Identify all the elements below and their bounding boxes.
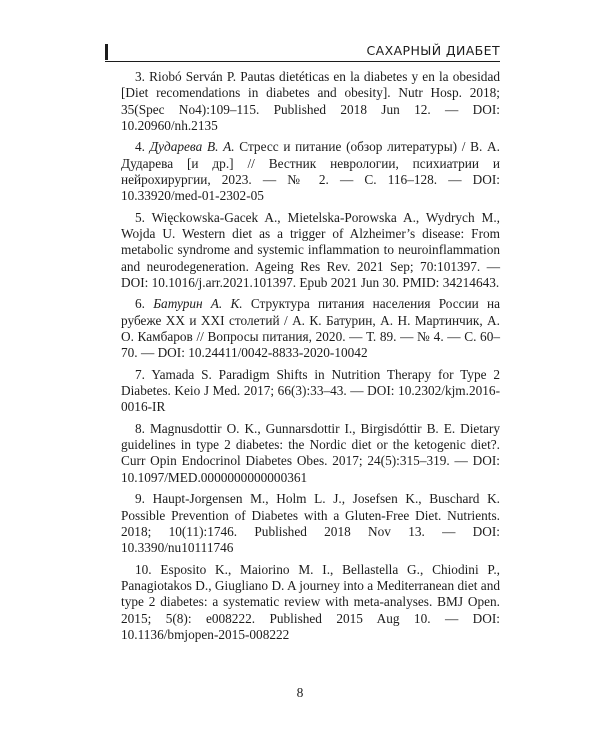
reference-number: 5. — [135, 209, 145, 225]
page-number: 8 — [296, 685, 304, 700]
reference-text: Esposito K., Maiorino M. I., Bellastella G., Chiodini P., Panagiotakos D., Giugliano D. A journey into a Mediterranean diet and type 2 diabetes: a systematic review with meta-analyses. BMJ Open. 2015; 5(8): e008222. Published 2015 Aug 10. — DOI: 10.1136/bmjopen-2015-008222 — [121, 561, 500, 642]
reference-number: 10. — [135, 561, 152, 577]
reference-number: 4. — [135, 139, 145, 155]
reference-item — [121, 69, 500, 134]
reference-authors: Дударева В. А. — [149, 139, 235, 155]
reference-text: Структура питания населения России на рубеже XX и XXI столетий / А. К. Батурин, А. Н. Мартинчик, А. О. Камбаров // Вопросы питания, 2020. — Т. 89. — № 4. — С. 60–70. — DOI: 10.24411/0042-8833-2020-10042 — [121, 296, 500, 361]
reference-number: 8. — [135, 420, 145, 436]
reference-text: Magnusdottir O. K., Gunnarsdottir I., Birgisdóttir B. E. Dietary guidelines in type 2 diabetes: the Nordic diet or the ketogenic diet?. Curr Opin Endocrinol Diabetes Obes. 2017; 24(5):315–319. — DOI: 10.1097/MED.0000000000000361 — [121, 420, 500, 485]
reference-authors: Батурин А. К. — [153, 296, 243, 312]
reference-text: Стресс и питание (обзор литературы) / В. А. Дударева [и др.] // Вестник неврологии, психиатрии и нейрохирургии, 2023. — № 2. — С. 116–128. — DOI: 10.33920/med-01-2302-05 — [121, 139, 500, 204]
reference-number: 6. — [135, 296, 145, 312]
reference-number: 9. — [135, 491, 145, 507]
reference-number: 3. — [135, 69, 145, 84]
running-header-title: САХАРНЫЙ ДИАБЕТ — [366, 43, 500, 58]
reference-text: Riobó Serván P. Pautas dietéticas en la diabetes y en la obesidad [Diet recomendations in diabetes and obesity]. Nutr Hosp. 2018; 35(Spec No4):109–115. Published 2018 Jun 12. — DOI: 10.20960/nh.2135 — [121, 69, 500, 133]
reference-item — [121, 562, 500, 643]
running-header — [105, 40, 500, 62]
header-rule — [105, 61, 500, 62]
reference-number: 7. — [135, 366, 145, 382]
reference-item — [121, 139, 500, 204]
reference-item — [121, 210, 500, 291]
reference-item — [121, 421, 500, 486]
reference-text: Yamada S. Paradigm Shifts in Nutrition Therapy for Type 2 Diabetes. Keio J Med. 2017; 66(3):33–43. — DOI: 10.2302/kjm.2016-0016-IR — [121, 366, 500, 415]
header-left-bar — [105, 44, 108, 60]
reference-text: Haupt-Jorgensen M., Holm L. J., Josefsen K., Buschard K. Possible Prevention of Diabetes with a Gluten-Free Diet. Nutrients. 2018; 10(11):1746. Published 2018 Nov 13. — DOI: 10.3390/nu10111746 — [121, 491, 501, 556]
reference-item — [121, 367, 500, 416]
reference-text: Więckowska-Gacek A., Mietelska-Porowska A., Wydrych M., Wojda U. Western diet as a trigger of Alzheimer’s disease: From metabolic syndrome and systemic inflammation to neuroinflammation and neurodegeneration. Ageing Res Rev. 2021 Sep; 70:101397. — DOI: 10.1016/j.arr.2021.101397. Epub 2021 Jun 30. PMID: 34214643. — [121, 209, 500, 290]
reference-item — [121, 296, 500, 361]
reference-list — [121, 69, 500, 648]
reference-item — [121, 491, 500, 556]
